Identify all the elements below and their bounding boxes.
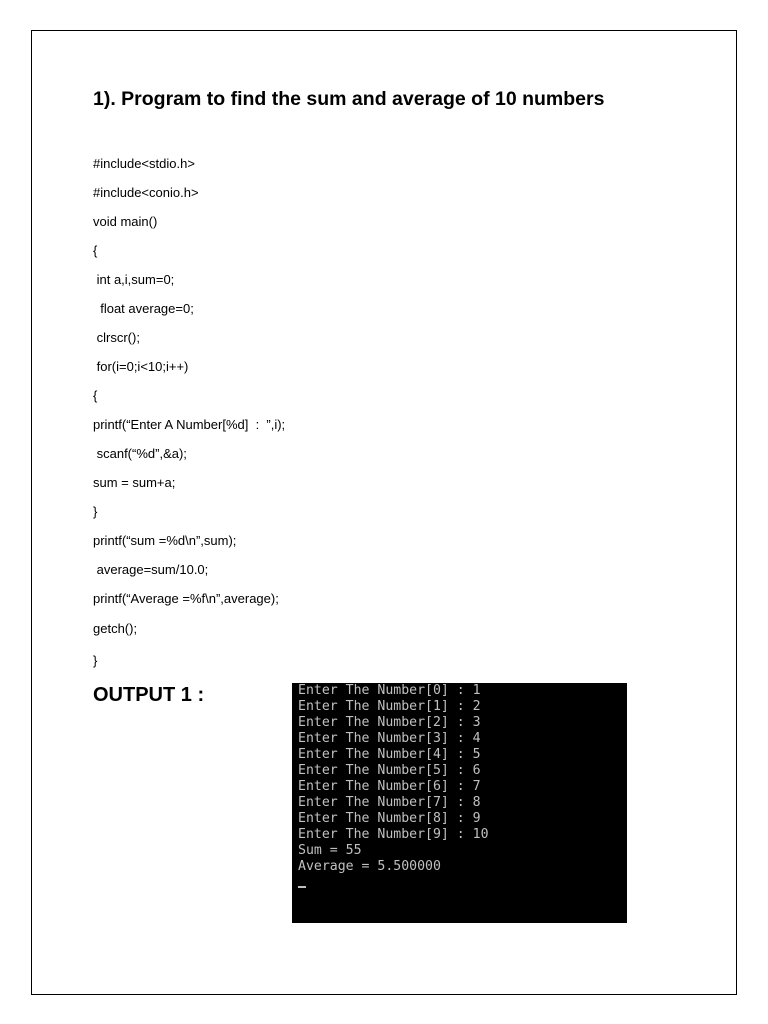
console-line: Enter The Number[3] : 4	[298, 731, 481, 746]
console-line: Enter The Number[2] : 3	[298, 715, 481, 730]
code-line: void main()	[93, 214, 158, 229]
code-line: #include<stdio.h>	[93, 156, 195, 171]
code-line: sum = sum+a;	[93, 475, 176, 490]
console-cursor	[298, 886, 306, 888]
code-line: scanf(“%d”,&a);	[93, 446, 187, 461]
code-line: average=sum/10.0;	[93, 562, 209, 577]
code-line: #include<conio.h>	[93, 185, 199, 200]
code-line: {	[93, 243, 98, 258]
console-line: Enter The Number[8] : 9	[298, 811, 481, 826]
console-line: Enter The Number[9] : 10	[298, 827, 489, 842]
console-line: Enter The Number[6] : 7	[298, 779, 481, 794]
code-line: printf(“Enter A Number[%d] : ”,i);	[93, 417, 286, 432]
console-line: Sum = 55	[298, 843, 362, 858]
console-line: Average = 5.500000	[298, 859, 441, 874]
console-line: Enter The Number[4] : 5	[298, 747, 481, 762]
console-output-screenshot	[292, 683, 627, 923]
output-label: OUTPUT 1 :	[93, 684, 205, 706]
code-line: printf(“Average =%f\n”,average);	[93, 591, 279, 606]
console-line: Enter The Number[7] : 8	[298, 795, 481, 810]
code-line: }	[93, 653, 98, 668]
code-line: getch();	[93, 621, 138, 636]
console-line: Enter The Number[5] : 6	[298, 763, 481, 778]
code-line: float average=0;	[93, 301, 194, 316]
console-line: Enter The Number[0] : 1	[298, 683, 481, 698]
code-line: printf(“sum =%d\n”,sum);	[93, 533, 237, 548]
code-line: for(i=0;i<10;i++)	[93, 359, 189, 374]
code-line: {	[93, 388, 98, 403]
console-line: Enter The Number[1] : 2	[298, 699, 481, 714]
code-line: int a,i,sum=0;	[93, 272, 175, 287]
program-title: 1). Program to find the sum and average of 10 numbers	[93, 88, 605, 110]
code-line: clrscr();	[93, 330, 140, 345]
code-line: }	[93, 504, 98, 519]
